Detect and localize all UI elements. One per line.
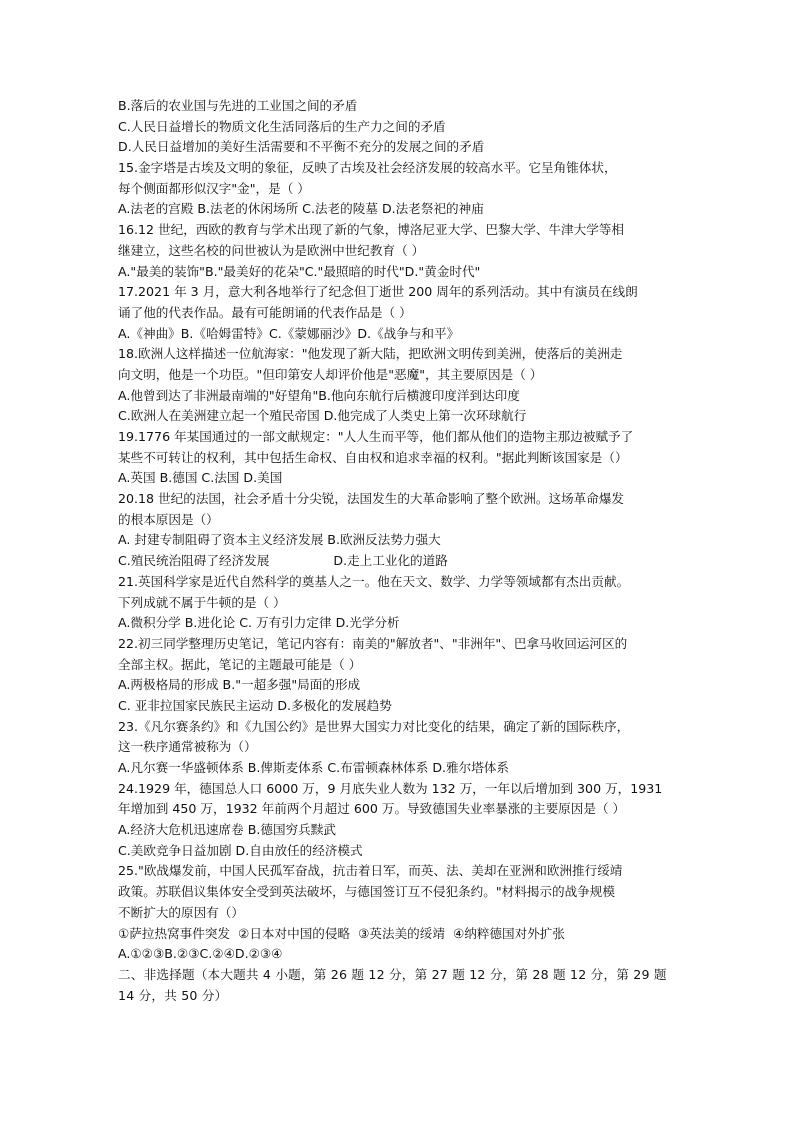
question-24-stem: 24.1929 年，德国总人口 6000 万，9 月底失业人数为 132 万，一年以后增加到 300 万，1931 xyxy=(118,780,663,796)
option-line: D.人民日益增加的美好生活需要和不平衡不充分的发展之间的矛盾 xyxy=(118,139,485,155)
question-18-stem: 向文明，他是一个功臣。"但印第安人却评价他是"恶魔"，其主要原因是（ ） xyxy=(118,366,543,382)
question-25-stem: 25."欧战爆发前，中国人民孤军奋战，抗击着日军，而英、法、美却在亚洲和欧洲推行绥靖 xyxy=(118,863,623,879)
question-16-stem: 继建立，这些名校的问世被认为是欧洲中世纪教育（ ） xyxy=(118,242,425,258)
question-17-stem: 诵了他的代表作品。最有可能朗诵的代表作品是（ ） xyxy=(118,304,412,320)
question-21-options: A.微积分学 B.进化论 C. 万有引力定律 D.光学分析 xyxy=(118,615,400,631)
question-17-stem: 17.2021 年 3 月，意大利各地举行了纪念但丁逝世 200 周年的系列活动。其中有演员在线朗 xyxy=(118,284,638,300)
question-23-stem: 这一秩序通常被称为（） xyxy=(118,739,257,755)
question-21-stem: 21.英国科学家是近代自然科学的奠基人之一。他在天文、数学、力学等领域都有杰出贡献。 xyxy=(118,573,630,589)
question-18-options: A.他曾到达了非洲最南端的"好望角"B.他向东航行后横渡印度洋到达印度 xyxy=(118,387,520,403)
question-18-options: C.欧洲人在美洲建立起一个殖民帝国 D.他完成了人类史上第一次环球航行 xyxy=(118,408,527,424)
section-heading: 14 分，共 50 分） xyxy=(118,987,228,1003)
question-22-options: C. 亚非拉国家民族民主运动 D.多极化的发展趋势 xyxy=(118,697,392,713)
option-line: C.人民日益增长的物质文化生活同落后的生产力之间的矛盾 xyxy=(118,118,446,134)
exam-page xyxy=(118,96,684,1006)
question-18-stem: 18.欧洲人这样描述一位航海家："他发现了新大陆，把欧洲文明传到美洲，使落后的美洲走 xyxy=(118,346,623,362)
question-16-options: A."最美的装饰"B."最美好的花朵"C."最照暗的时代"D."黄金时代" xyxy=(118,263,481,279)
question-25-choices: ①萨拉热窝事件突发 ②日本对中国的侵略 ③英法美的绥靖 ④纳粹德国对外扩张 xyxy=(118,925,565,941)
question-19-stem: 某些不可转让的权利，其中包括生命权、自由权和追求幸福的权利。"据此判断该国家是（） xyxy=(118,449,628,465)
question-20-stem: 20.18 世纪的法国，社会矛盾十分尖锐，法国发生的大革命影响了整个欧洲。这场革命爆发 xyxy=(118,491,625,507)
question-19-options: A.英国 B.德国 C.法国 D.美国 xyxy=(118,470,283,486)
question-15-stem: 15.金字塔是古埃及文明的象征，反映了古埃及社会经济发展的较高水平。它呈角锥体状， xyxy=(118,160,617,176)
question-25-stem: 政策。苏联倡议集体安全受到英法破坏，与德国签订互不侵犯条约。"材料揭示的战争规模 xyxy=(118,884,615,900)
question-20-options: C.殖民统治阻碍了经济发展 D.走上工业化的道路 xyxy=(118,553,448,569)
question-23-stem: 23.《凡尔赛条约》和《九国公约》是世界大国实力对比变化的结果，确定了新的国际秩序， xyxy=(118,718,630,734)
question-24-stem: 年增加到 450 万，1932 年前两个月超过 600 万。导致德国失业率暴涨的主要原因是（ ） xyxy=(118,801,626,817)
question-23-options: A.凡尔赛一华盛顿体系 B.俾斯麦体系 C.布雷顿森林体系 D.雅尔塔体系 xyxy=(118,760,509,775)
option-line: B.落后的农业国与先进的工业国之间的矛盾 xyxy=(118,98,358,113)
question-22-stem: 全部主权。据此，笔记的主题最可能是（ ） xyxy=(118,656,362,672)
question-20-stem: 的根本原因是（） xyxy=(118,511,219,527)
question-25-options: A.①②③B.②③C.②④D.②③④ xyxy=(118,946,283,962)
question-22-stem: 22.初三同学整理历史笔记，笔记内容有：南美的"解放者"、"非洲年"、巴拿马收回运河区的 xyxy=(118,635,628,651)
question-15-options: A.法老的宫殿 B.法老的休闲场所 C.法老的陵墓 D.法老祭祀的神庙 xyxy=(118,201,484,217)
question-15-stem: 每个侧面都形似汉字"金"，是（ ） xyxy=(118,180,310,196)
question-16-stem: 16.12 世纪，西欧的教育与学术出现了新的气象，博洛尼亚大学、巴黎大学、牛津大学等相 xyxy=(118,222,625,238)
question-24-options: A.经济大危机迅速席卷 B.德国穷兵黩武 xyxy=(118,822,336,838)
question-19-stem: 19.1776 年某国通过的一部文献规定："人人生而平等，他们都从他们的造物主那边被赋予了 xyxy=(118,429,634,444)
question-25-stem: 不断扩大的原因有（） xyxy=(118,904,244,920)
question-22-options: A.两极格局的形成 B."一超多强"局面的形成 xyxy=(118,677,361,693)
section-heading: 二、非选择题（本大题共 4 小题，第 26 题 12 分，第 27 题 12 分，第 28 题 12 分，第 29 题 xyxy=(118,966,667,982)
question-21-stem: 下列成就不属于牛顿的是（ ） xyxy=(118,594,286,610)
question-24-options: C.美欧竞争日益加剧 D.自由放任的经济模式 xyxy=(118,842,363,858)
question-20-options: A. 封建专制阻碍了资本主义经济发展 B.欧洲反法势力强大 xyxy=(118,532,441,548)
question-17-options: A.《神曲》B.《哈姆雷特》C.《蒙娜丽沙》D.《战争与和平》 xyxy=(118,325,460,341)
